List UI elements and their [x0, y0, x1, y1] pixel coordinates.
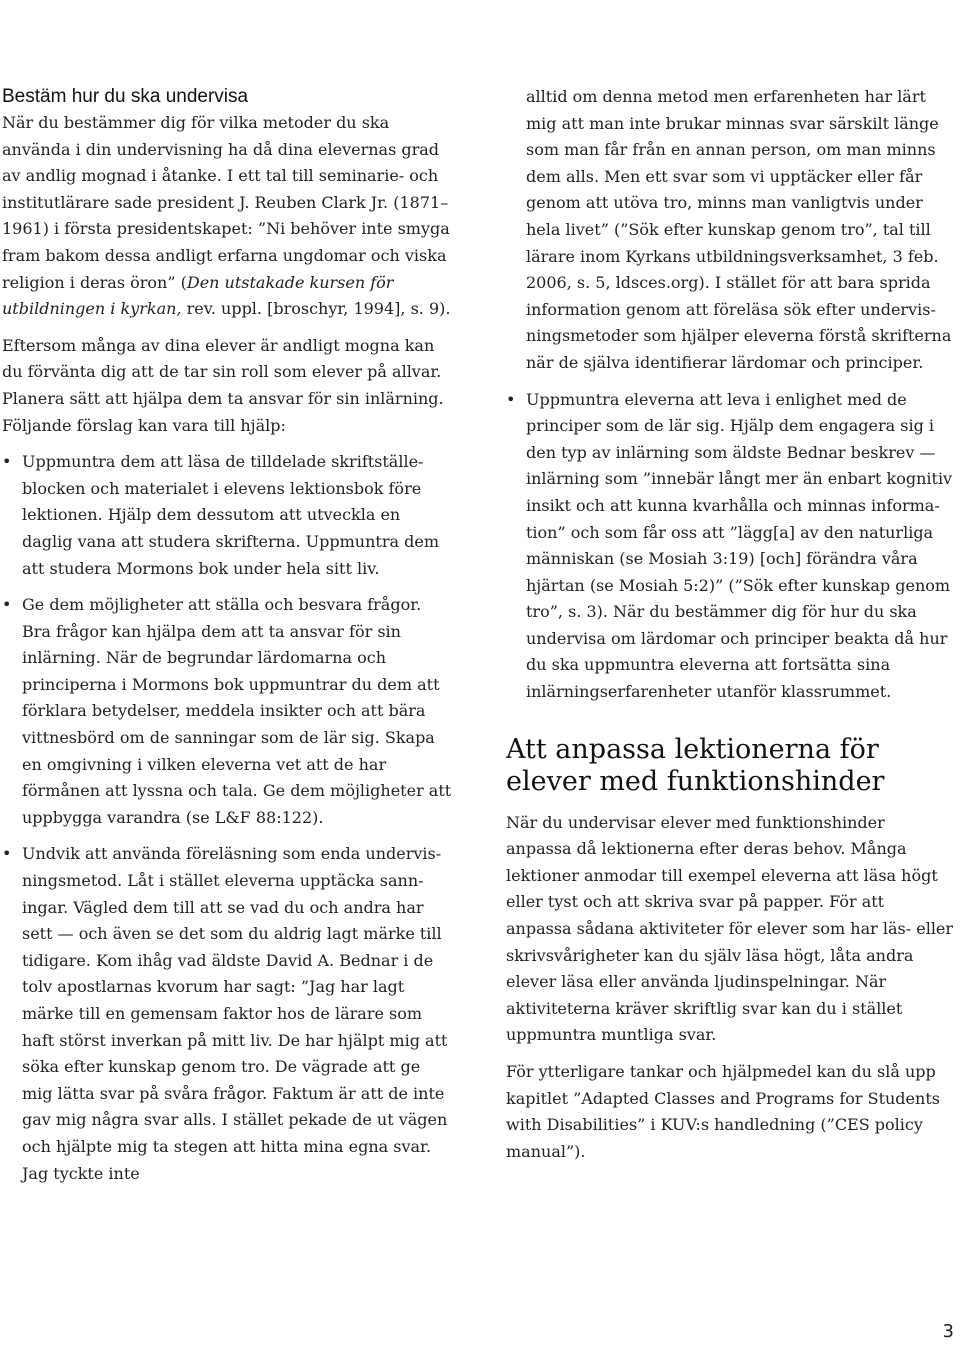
list-item [2, 449, 454, 582]
section-heading-teach: Bestäm hur du ska undervisa [2, 86, 249, 107]
page-number: 3 [942, 1321, 954, 1342]
list-item-text: Ge dem möjligheter att ställa och besvara frågor. Bra frågor kan hjälpa dem att ta ansvar för sin inlärning. När de begrundar lärdomarna och principerna i Mormons bok uppmuntrar du dem att förklara betydelser, meddela insikter och att bära vittnesbörd om de sanningar som de lär sig. Skapa en omgivning i vilken eleverna vet att de har förmånen att lyssna och tala. Ge dem möjligheter att uppbygga varandra (se L&F 88:122). [22, 595, 452, 827]
section-heading-disabilities: Att anpassa lektionerna för elever med funktionshinder [506, 733, 885, 797]
list-item-text: Uppmuntra dem att läsa de tilldelade skriftställeblocken och materialet i elevens lektionsbok före lektionen. Hjälp dem dessutom att utveckla en daglig vana att studera skrifterna. Uppmuntra dem att studera Mormons bok under hela sitt liv. [22, 452, 439, 578]
right-column [506, 84, 954, 1175]
list-item [2, 841, 454, 1187]
intro-paragraph [2, 110, 454, 323]
intro-text: När du bestämmer dig för vilka metoder du ska använda i din undervisning ha då dina elevernas grad av andlig mognad i åtanke. I ett tal till seminarie- och institutlärare sade president J. Reuben Clark Jr. (1871–1961) i första presidentskapet: ”Ni behöver inte smyga fram bakom dessa andligt erfarna ungdomar och viska religion i deras öron” ( [2, 113, 450, 292]
suggestion-list [2, 449, 454, 1187]
book-title: Den utstakade kursen för utbildningen i kyrkan, [2, 272, 394, 319]
bullet-icon: • [506, 389, 516, 409]
bullet-icon: • [2, 844, 12, 864]
left-column [2, 84, 454, 1197]
bullet-continuation: alltid om denna metod men erfarenheten har lärt mig att man inte brukar minnas svar särskilt länge som man får från en annan person, om man minns dem alls. Men ett svar som vi upptäcker eller får genom att utöva tro, minns man vanligtvis under hela livet” (”Sök efter kunskap genom tro”, tal till lärare inom Kyrkans utbildningsverksamhet, 3 feb. 2006, s. 5, ldsces.org). I stället för att bara sprida information genom att föreläsa sök efter undervisningsmetoder som hjälper eleverna förstå skrifterna när de själva identifierar lärdomar och principer. [526, 87, 952, 372]
list-item [506, 387, 954, 706]
list-item-text: Uppmuntra eleverna att leva i enlighet med de principer som de lär sig. Hjälp dem engagera sig i den typ av inlärning som äldste Bednar beskrev — inlärning som ”innebär långt mer än enbart kognitiv insikt och att kunna kvarhålla och minnas information” och som får oss att ”lägg[a] av den naturliga människan (se Mosiah 3:19) [och] förändra våra hjärtan (se Mosiah 5:2)” (”Sök efter kunskap genom tro”, s. 3). När du bestämmer dig för hur du ska undervisa om lärdomar och principer beakta då hur du ska uppmuntra eleverna att fortsätta sina inlärningserfarenheter utanför klassrummet. [526, 389, 953, 702]
list-item [2, 592, 454, 831]
bullet-icon: • [2, 595, 12, 615]
bullet-icon: • [2, 452, 12, 472]
list-item-text: Undvik att använda föreläsning som enda undervisningsmetod. Låt i stället eleverna upptäcka sanningar. Vägled dem till att se vad du och andra har sett — och även se det som du aldrig lagt märke till tidigare. Kom ihåg vad äldste David A. Bednar i de tolv apostlarnas kvorum har sagt: ”Jag har lagt märke till en gemensam faktor hos de lärare som haft störst inverkan på mitt liv. De har hjälpt mig att söka efter kunskap genom tro. De vägrade att ge mig lätta svar på svåra frågor. Faktum är att de inte gav mig några svar alls. I stället pekade de ut vägen och hjälpte mig ta stegen att hitta mina egna svar. Jag tyckte inte [22, 844, 448, 1183]
intro-citation: rev. uppl. [broschyr, 1994], s. 9). [181, 299, 451, 319]
disabilities-paragraph: När du undervisar elever med funktionshinder anpassa då lektionerna efter deras behov. Många lektioner anmodar till exempel eleverna att läsa högt eller tyst och att skriva svar på papper. För att anpassa sådana aktiviteter för elever som har läs- eller skrivsvårigheter kan du själv läsa högt, låta andra elever läsa eller använda ljudinspelningar. När aktiviteterna kräver skriftlig svar kan du i stället uppmuntra muntliga svar. [506, 812, 954, 1045]
suggestion-list-continued [506, 387, 954, 706]
mature-students-paragraph: Eftersom många av dina elever är andligt mogna kan du förvänta dig att de tar sin roll som elever på allvar. Planera sätt att hjälpa dem ta ansvar för sin inlärning. Följande förslag kan vara till hjälp: [2, 335, 444, 435]
further-resources-paragraph: För ytterligare tankar och hjälpmedel kan du slå upp kapitlet ”Adapted Classes and Programs for Students with Disabilities” i KUV:s handledning (”CES policy manual”). [506, 1062, 940, 1161]
